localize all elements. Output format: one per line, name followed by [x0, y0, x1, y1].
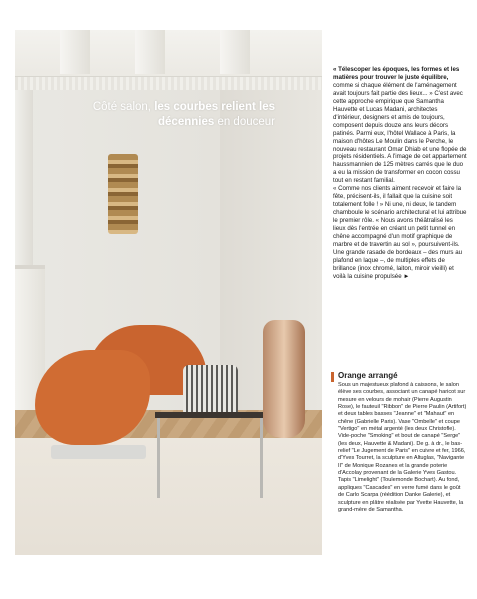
caption-regular: Côté salon,: [92, 101, 155, 113]
caption-body: Sous un majestueux plafond à caissons, le salon élève ses courbes, associant un canapé haricot sur mesure en velours de mohair (Pierre Augustin Rose), le fauteuil "Ribbon" de Pierre Paulin (Artifort) et deux tables basses "Jeanne" et "Mahaut" en chêne (Gabrielle Paris). Vase "Ombelle" et coupe "Vertigo" en métal argenté (les deux Christofle). Vide-poche "Smoking" et bout de canapé "Serge" (les deux, Hauvette & Madani). De g. à dr., le bas-relief "Le Jugement de Paris" en cuivre et fer, 1966, d'Yves Tourret, la sculpture en Altuglas, "Navigante II" de Monique Rozanes et la grande poterie d'Accolay provenant de la Galerie Yves Gastou. Tapis "Limelight" (Toulemonde Bochart). Au fond, appliques "Cascades" en verre fumé dans le goût de Carlo Scarpa (réédition Danke Galerie), et sculpture en plâtre réalisée par Yvette Hauvette, la grand-mère de Samantha.: [338, 382, 467, 513]
living-room-photo: [15, 30, 322, 555]
article-column: [333, 66, 467, 281]
ceiling-beam: [60, 30, 90, 74]
caption-bold: les courbes relient les décennies: [154, 101, 275, 128]
coffee-table-leg: [260, 418, 263, 498]
image-caption: [338, 371, 468, 514]
coffered-ceiling: [15, 30, 322, 78]
coffee-table-top: [155, 412, 265, 418]
coffee-table-leg: [157, 418, 160, 498]
pottery-vase: [263, 320, 305, 438]
wall-sconce: [108, 154, 138, 234]
caption-regular-end: en douceur: [214, 116, 275, 128]
photo-caption: [53, 100, 275, 130]
ceiling-beam: [220, 30, 250, 74]
caption-accent-bar: [331, 372, 334, 382]
ribbon-chair-base: [51, 445, 146, 459]
silver-sculpture: [183, 365, 238, 413]
caption-title: Orange arrangé: [338, 371, 398, 380]
ceiling-beam: [135, 30, 165, 74]
article-lead: « Télescoper les époques, les formes et les matières pour trouver le juste équilibre,: [333, 66, 460, 81]
article-paragraph-1: comme si chaque élément de l'aménagement avait toujours fait partie des lieux... » C'est avec cette approche empirique que Samantha Hauvette et Lucas Madani, architectes d'intérieur, designers et amis de toujours, composent depuis douze ans leurs décors patinés. Parmi eux, l'hôtel Wallace à Paris, la maison d'hôtes Le Moulin dans le Perche, le nouveau restaurant Omar Dhiab et une flopée de projets résidentiels. A l'image de cet appartement haussmannien de 125 mètres carrés que le duo a eu la mission de transformer en cocon cossu tout en restant familial.: [333, 81, 467, 185]
article-paragraph-2: « Comme nos clients aiment recevoir et faire la fête, précisent-ils, il fallait que la cuisine soit totalement folle ! » Ni une, ni deux, le tandem chamboule le scénario architectural et lui attribue le premier rôle. « Nous avons théâtralisé les lieux dès l'entrée en créant un petit tunnel en chêne accompagné d'un motif graphique de marbre et de travertin au sol », poursuivent-ils. Une grande rasade de bordeaux – des murs au plafond en laque –, de multiples effets de brillance (inox chromé, laiton, miroir vieilli) et voilà la cuisine propulsée ►: [333, 185, 467, 280]
